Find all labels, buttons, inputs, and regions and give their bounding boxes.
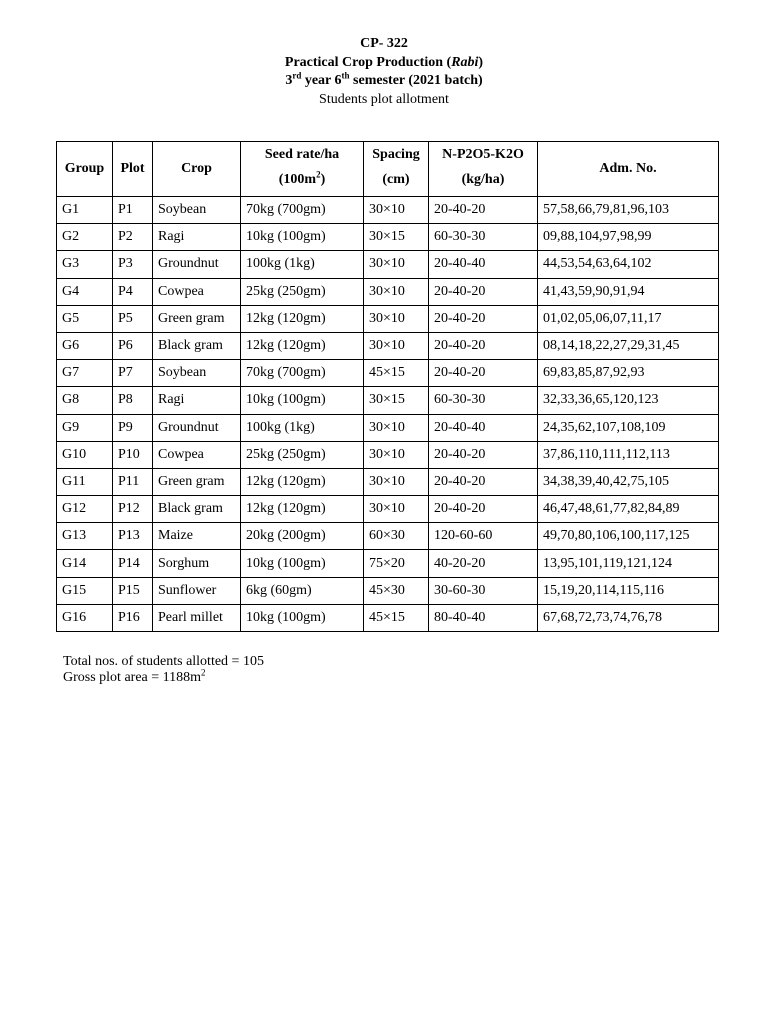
group-cell: G16	[57, 604, 113, 631]
document-header	[0, 35, 768, 109]
table-row	[57, 441, 719, 468]
plot-cell: P4	[113, 278, 153, 305]
seed-rate-cell: 10kg (100gm)	[241, 224, 364, 251]
title-text: Practical Crop Production (	[284, 54, 452, 70]
seed-rate-sup: 2	[316, 169, 321, 180]
sem-sup: th	[341, 70, 350, 81]
crop-cell: Sorghum	[153, 550, 241, 577]
adm-no-cell: 37,86,110,111,112,113	[538, 441, 719, 468]
table-header-row	[57, 142, 719, 197]
plot-allotment-table	[56, 141, 719, 632]
spacing-cell: 75×20	[364, 550, 429, 577]
seed-rate-line1: Seed rate/ha	[264, 147, 340, 162]
npk-cell: 20-40-40	[429, 251, 538, 278]
npk-cell: 30-60-30	[429, 577, 538, 604]
group-cell: G8	[57, 387, 113, 414]
total-students: Total nos. of students allotted = 105	[63, 654, 264, 669]
group-cell: G11	[57, 468, 113, 495]
table-row	[57, 577, 719, 604]
crop-cell: Pearl millet	[153, 604, 241, 631]
npk-line1: N-P2O5-K2O	[442, 147, 524, 162]
seed-rate-cell: 12kg (120gm)	[241, 332, 364, 359]
seed-rate-cell: 12kg (120gm)	[241, 305, 364, 332]
npk-cell: 40-20-20	[429, 550, 538, 577]
adm-no-cell: 01,02,05,06,07,11,17	[538, 305, 719, 332]
plot-cell: P13	[113, 523, 153, 550]
seed-rate-cell: 100kg (1kg)	[241, 414, 364, 441]
npk-cell: 20-40-20	[429, 278, 538, 305]
table-row	[57, 523, 719, 550]
title-italic: Rabi	[451, 54, 479, 70]
seed-rate-cell: 25kg (250gm)	[241, 441, 364, 468]
spacing-cell: 30×10	[364, 496, 429, 523]
group-cell: G14	[57, 550, 113, 577]
gross-area-text: Gross plot area = 1188m	[63, 670, 202, 685]
adm-no-cell: 13,95,101,119,121,124	[538, 550, 719, 577]
npk-line2: (kg/ha)	[461, 172, 505, 187]
plot-cell: P11	[113, 468, 153, 495]
seed-rate-cell: 10kg (100gm)	[241, 550, 364, 577]
header-adm-no: Adm. No.	[538, 142, 719, 197]
batch-line	[0, 72, 768, 91]
group-cell: G15	[57, 577, 113, 604]
document-title	[0, 54, 768, 73]
adm-no-cell: 08,14,18,22,27,29,31,45	[538, 332, 719, 359]
spacing-cell: 30×10	[364, 414, 429, 441]
crop-cell: Black gram	[153, 496, 241, 523]
plot-cell: P2	[113, 224, 153, 251]
table-row	[57, 305, 719, 332]
group-cell: G9	[57, 414, 113, 441]
gross-plot-area	[63, 667, 264, 686]
plot-cell: P7	[113, 360, 153, 387]
group-cell: G5	[57, 305, 113, 332]
crop-cell: Sunflower	[153, 577, 241, 604]
sem-rest: semester (2021 batch)	[349, 73, 483, 88]
crop-cell: Maize	[153, 523, 241, 550]
plot-cell: P12	[113, 496, 153, 523]
table-body	[57, 197, 719, 632]
seed-rate-cell: 6kg (60gm)	[241, 577, 364, 604]
group-cell: G7	[57, 360, 113, 387]
plot-cell: P16	[113, 604, 153, 631]
seed-rate-cell: 25kg (250gm)	[241, 278, 364, 305]
spacing-cell: 30×10	[364, 305, 429, 332]
header-crop: Crop	[153, 142, 241, 197]
spacing-cell: 30×10	[364, 278, 429, 305]
plot-cell: P6	[113, 332, 153, 359]
gross-area-sup: 2	[201, 667, 206, 678]
group-cell: G2	[57, 224, 113, 251]
adm-no-cell: 49,70,80,106,100,117,125	[538, 523, 719, 550]
table-row	[57, 468, 719, 495]
header-spacing	[364, 142, 429, 197]
adm-no-cell: 67,68,72,73,74,76,78	[538, 604, 719, 631]
seed-rate-cell: 10kg (100gm)	[241, 604, 364, 631]
spacing-cell: 45×30	[364, 577, 429, 604]
table-row	[57, 360, 719, 387]
npk-cell: 20-40-20	[429, 305, 538, 332]
npk-cell: 20-40-20	[429, 197, 538, 224]
plot-cell: P10	[113, 441, 153, 468]
crop-cell: Soybean	[153, 360, 241, 387]
adm-no-cell: 44,53,54,63,64,102	[538, 251, 719, 278]
year-mid: year 6	[301, 73, 342, 88]
crop-cell: Groundnut	[153, 414, 241, 441]
spacing-line2: (cm)	[382, 172, 410, 187]
seed-rate-cell: 10kg (100gm)	[241, 387, 364, 414]
header-seed-rate	[241, 142, 364, 197]
seed-rate-close: )	[320, 172, 326, 187]
seed-rate-cell: 12kg (120gm)	[241, 468, 364, 495]
spacing-cell: 45×15	[364, 360, 429, 387]
spacing-cell: 30×10	[364, 332, 429, 359]
crop-cell: Green gram	[153, 305, 241, 332]
group-cell: G13	[57, 523, 113, 550]
npk-cell: 20-40-40	[429, 414, 538, 441]
crop-cell: Cowpea	[153, 278, 241, 305]
header-npk	[429, 142, 538, 197]
table-row	[57, 224, 719, 251]
year-sup: rd	[292, 70, 302, 81]
crop-cell: Ragi	[153, 387, 241, 414]
spacing-cell: 30×10	[364, 251, 429, 278]
spacing-line1: Spacing	[372, 147, 420, 162]
table-row	[57, 197, 719, 224]
seed-rate-area: (100m	[278, 172, 317, 187]
table-row	[57, 414, 719, 441]
npk-cell: 20-40-20	[429, 496, 538, 523]
plot-cell: P15	[113, 577, 153, 604]
spacing-cell: 30×15	[364, 224, 429, 251]
spacing-cell: 45×15	[364, 604, 429, 631]
plot-cell: P3	[113, 251, 153, 278]
spacing-cell: 30×10	[364, 468, 429, 495]
adm-no-cell: 41,43,59,90,91,94	[538, 278, 719, 305]
adm-no-cell: 34,38,39,40,42,75,105	[538, 468, 719, 495]
plot-cell: P5	[113, 305, 153, 332]
group-cell: G12	[57, 496, 113, 523]
group-cell: G1	[57, 197, 113, 224]
npk-cell: 60-30-30	[429, 224, 538, 251]
spacing-cell: 30×10	[364, 441, 429, 468]
plot-cell: P8	[113, 387, 153, 414]
adm-no-cell: 32,33,36,65,120,123	[538, 387, 719, 414]
crop-cell: Green gram	[153, 468, 241, 495]
npk-cell: 20-40-20	[429, 332, 538, 359]
seed-rate-cell: 100kg (1kg)	[241, 251, 364, 278]
group-cell: G10	[57, 441, 113, 468]
header-plot: Plot	[113, 142, 153, 197]
year-num: 3	[285, 73, 293, 88]
seed-rate-cell: 70kg (700gm)	[241, 197, 364, 224]
seed-rate-cell: 20kg (200gm)	[241, 523, 364, 550]
group-cell: G3	[57, 251, 113, 278]
spacing-cell: 30×10	[364, 197, 429, 224]
plot-cell: P9	[113, 414, 153, 441]
table-row	[57, 278, 719, 305]
seed-rate-cell: 70kg (700gm)	[241, 360, 364, 387]
plot-cell: P14	[113, 550, 153, 577]
npk-cell: 120-60-60	[429, 523, 538, 550]
spacing-cell: 30×15	[364, 387, 429, 414]
crop-cell: Black gram	[153, 332, 241, 359]
npk-cell: 80-40-40	[429, 604, 538, 631]
table-row	[57, 387, 719, 414]
seed-rate-cell: 12kg (120gm)	[241, 496, 364, 523]
adm-no-cell: 69,83,85,87,92,93	[538, 360, 719, 387]
adm-no-cell: 09,88,104,97,98,99	[538, 224, 719, 251]
document-subtitle: Students plot allotment	[319, 91, 449, 107]
table-row	[57, 496, 719, 523]
crop-cell: Cowpea	[153, 441, 241, 468]
table-row	[57, 251, 719, 278]
npk-cell: 20-40-20	[429, 360, 538, 387]
adm-no-cell: 57,58,66,79,81,96,103	[538, 197, 719, 224]
title-end: )	[478, 54, 484, 70]
adm-no-cell: 24,35,62,107,108,109	[538, 414, 719, 441]
spacing-cell: 60×30	[364, 523, 429, 550]
npk-cell: 60-30-30	[429, 387, 538, 414]
adm-no-cell: 46,47,48,61,77,82,84,89	[538, 496, 719, 523]
group-cell: G4	[57, 278, 113, 305]
crop-cell: Ragi	[153, 224, 241, 251]
crop-cell: Groundnut	[153, 251, 241, 278]
seed-rate-line2	[244, 166, 360, 194]
adm-no-cell: 15,19,20,114,115,116	[538, 577, 719, 604]
npk-cell: 20-40-20	[429, 441, 538, 468]
plot-cell: P1	[113, 197, 153, 224]
header-group: Group	[57, 142, 113, 197]
table-row	[57, 332, 719, 359]
table-row	[57, 604, 719, 631]
crop-cell: Soybean	[153, 197, 241, 224]
table-row	[57, 550, 719, 577]
document-footer	[63, 654, 264, 686]
course-code: CP- 322	[360, 36, 408, 51]
group-cell: G6	[57, 332, 113, 359]
npk-cell: 20-40-20	[429, 468, 538, 495]
